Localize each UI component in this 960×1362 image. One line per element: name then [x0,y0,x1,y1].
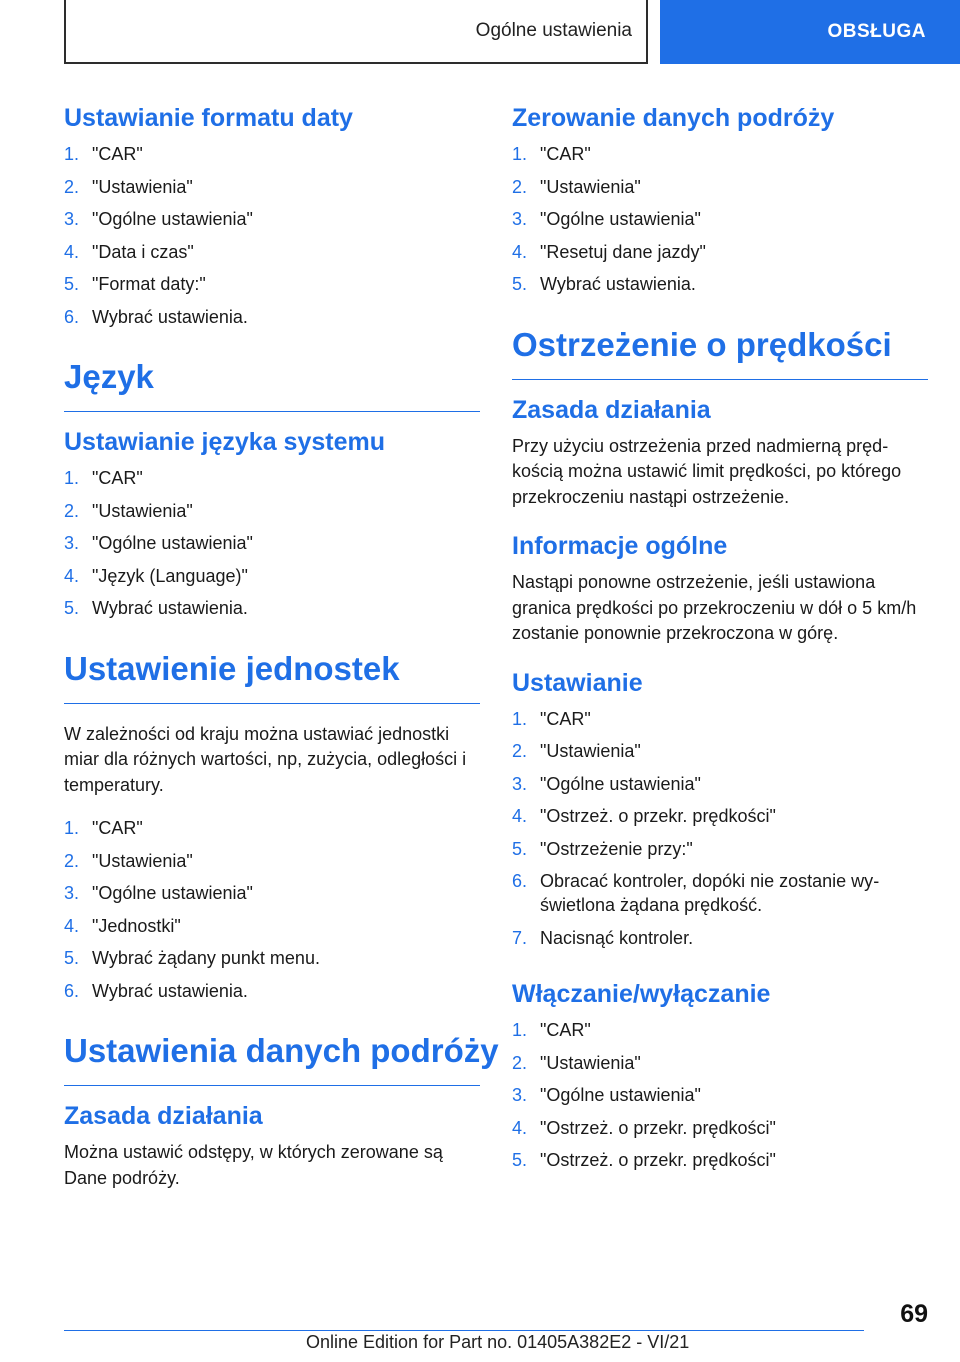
step-number: 5. [64,274,80,294]
step-text: "Ogólne ustawienia" [92,209,253,229]
step-number: 1. [512,1020,528,1040]
step-number: 3. [512,773,528,794]
step-text: "CAR" [92,468,143,488]
step-item [64,596,480,620]
step-text: "Ogólne ustawienia" [540,773,701,794]
step-text: "Data i czas" [92,241,194,262]
step-text: "Format daty:" [92,274,206,294]
step-number: 2. [512,176,528,197]
trip-principle-text: Można ustawić odstępy, w których zerowane są Dane podróży. [64,1142,443,1188]
step-text: Wybrać ustawienia. [92,306,248,327]
header-section-box [64,0,648,64]
step-number: 5. [512,838,528,859]
step-text: "Ustawienia" [540,741,641,761]
speed-principle-heading: Zasada działania [512,395,711,424]
step-text: "CAR" [540,144,591,164]
language-steps [64,466,480,620]
step-number: 4. [512,806,528,826]
step-text: "Resetuj dane jazdy" [540,241,706,262]
footer-divider [64,1330,864,1331]
step-text: Wybrać ustawienia. [92,980,248,1001]
step-text: "Jednostki" [92,915,181,936]
step-item [512,707,928,731]
right-column [512,100,928,1181]
step-item [64,914,480,938]
step-item [64,881,480,905]
step-item [512,926,928,950]
step-item [64,946,480,970]
step-text: "Język (Language)" [92,565,248,586]
step-number: 1. [64,468,80,488]
step-number: 1. [512,708,528,729]
step-item [512,804,928,828]
step-number: 3. [512,209,528,229]
step-text: "Ostrzeż. o przekr. prędkości" [540,806,776,826]
step-text: "Ogólne ustawienia" [540,1085,701,1105]
step-number: 6. [512,871,528,891]
step-item [512,1148,928,1172]
step-number: 2. [64,176,80,197]
step-text: "Ustawienia" [92,500,193,521]
step-item [64,466,480,490]
page-number: 69 [900,1300,928,1328]
step-item [512,240,928,264]
step-number: 2. [64,500,80,521]
step-text: "Ostrzeż. o przekr. prędkości" [540,1150,776,1170]
speed-onoff-heading: Włączanie/wyłączanie [512,980,771,1008]
step-text: "Ustawienia" [92,176,193,197]
step-number: 1. [64,818,80,838]
step-item [512,1051,928,1075]
language-subheading: Ustawianie języka systemu [64,428,385,456]
step-text: Nacisnąć kontroler. [540,927,694,948]
step-item [64,499,480,523]
header-chapter-tab [660,0,960,64]
step-number: 3. [64,533,80,553]
step-item [64,816,480,840]
step-item [512,272,928,296]
step-number: 6. [64,306,80,327]
step-item [64,142,480,166]
step-number: 4. [512,241,528,262]
step-item [512,772,928,796]
step-text: "Ustawienia" [92,850,193,871]
language-heading: Język [64,355,480,412]
step-item [64,175,480,199]
step-number: 2. [512,741,528,761]
step-item [64,979,480,1003]
step-item [64,272,480,296]
step-item [64,305,480,329]
trip-settings-heading: Ustawienia danych podróży [64,1029,480,1086]
step-item [64,531,480,555]
left-column [64,100,499,1191]
step-text: "Ogólne ustawienia" [540,209,701,229]
step-item [64,564,480,588]
units-description: W zależności od kraju można ustawiać jednostki miar dla różnych wartości, np, zużycia, odległości i temperatury. [64,723,467,795]
step-number: 2. [64,850,80,871]
step-item [512,1018,928,1042]
step-number: 2. [512,1052,528,1073]
step-item [512,837,928,861]
step-number: 3. [512,1085,528,1105]
step-number: 5. [64,598,80,618]
trip-principle-heading: Zasada działania [64,1102,263,1130]
step-text: "Ustawienia" [540,176,641,197]
reset-trip-steps [512,142,928,296]
step-number: 4. [64,915,80,936]
step-text: "CAR" [92,818,143,838]
step-number: 5. [64,948,80,968]
header-section-title: Ogólne ustawienia [475,20,632,41]
step-number: 5. [512,1150,528,1170]
date-format-heading: Ustawianie formatu daty [64,104,353,132]
step-text: "CAR" [540,708,591,729]
step-item [64,240,480,264]
date-format-steps [64,142,480,329]
step-number: 1. [64,144,80,164]
step-number: 4. [64,565,80,586]
speed-setting-heading: Ustawianie [512,668,643,697]
step-number: 7. [512,927,528,948]
step-text: "Ogólne ustawienia" [92,883,253,903]
header-chapter-label: OBSŁUGA [827,21,926,42]
step-item [512,142,928,166]
step-text: Wybrać ustawienia. [540,274,696,294]
reset-trip-heading: Zerowanie danych podróży [512,104,835,132]
speed-principle-text: Przy użyciu ostrzeżenia przed nadmierną prędkością można ustawić limit prędkości, po którego przekroczeniu nastąpi ostrzeżenie. [512,435,902,507]
speed-setting-steps [512,707,928,950]
step-item [512,175,928,199]
step-number: 6. [64,980,80,1001]
step-item [512,1116,928,1140]
step-number: 1. [512,144,528,164]
units-steps [64,816,480,1003]
step-item [512,1083,928,1107]
step-text: Obracać kontroler, dopóki nie zostanie wyświetlona żądana prędkość. [540,871,880,915]
step-text: Wybrać żądany punkt menu. [92,948,320,968]
step-text: "Ustawienia" [540,1052,641,1073]
step-item [512,869,928,917]
step-text: "Ogólne ustawienia" [92,533,253,553]
step-item [64,207,480,231]
speed-onoff-steps [512,1018,928,1172]
speed-general-heading: Informacje ogólne [512,532,728,560]
footer-edition: Online Edition for Part no. 01405A382E2 - VI/21 [306,1332,690,1352]
step-number: 3. [64,209,80,229]
step-item [64,849,480,873]
step-number: 4. [64,241,80,262]
speed-warning-heading: Ostrzeżenie o prędkości [512,323,928,380]
step-text: "Ostrzeżenie przy:" [540,838,693,859]
step-item [512,739,928,763]
step-number: 5. [512,274,528,294]
step-item [512,207,928,231]
step-text: Wybrać ustawienia. [92,598,248,618]
step-text: "CAR" [92,144,143,164]
step-text: "CAR" [540,1020,591,1040]
speed-general-text: Nastąpi ponowne ostrzeżenie, jeśli ustawiona granica prędkości po przekroczeniu w dół o 5 km/h zostanie ponownie przekroczona w górę. [512,572,917,643]
units-heading: Ustawienie jednostek [64,647,480,704]
step-number: 3. [64,883,80,903]
step-number: 4. [512,1117,528,1138]
step-text: "Ostrzeż. o przekr. prędkości" [540,1117,776,1138]
